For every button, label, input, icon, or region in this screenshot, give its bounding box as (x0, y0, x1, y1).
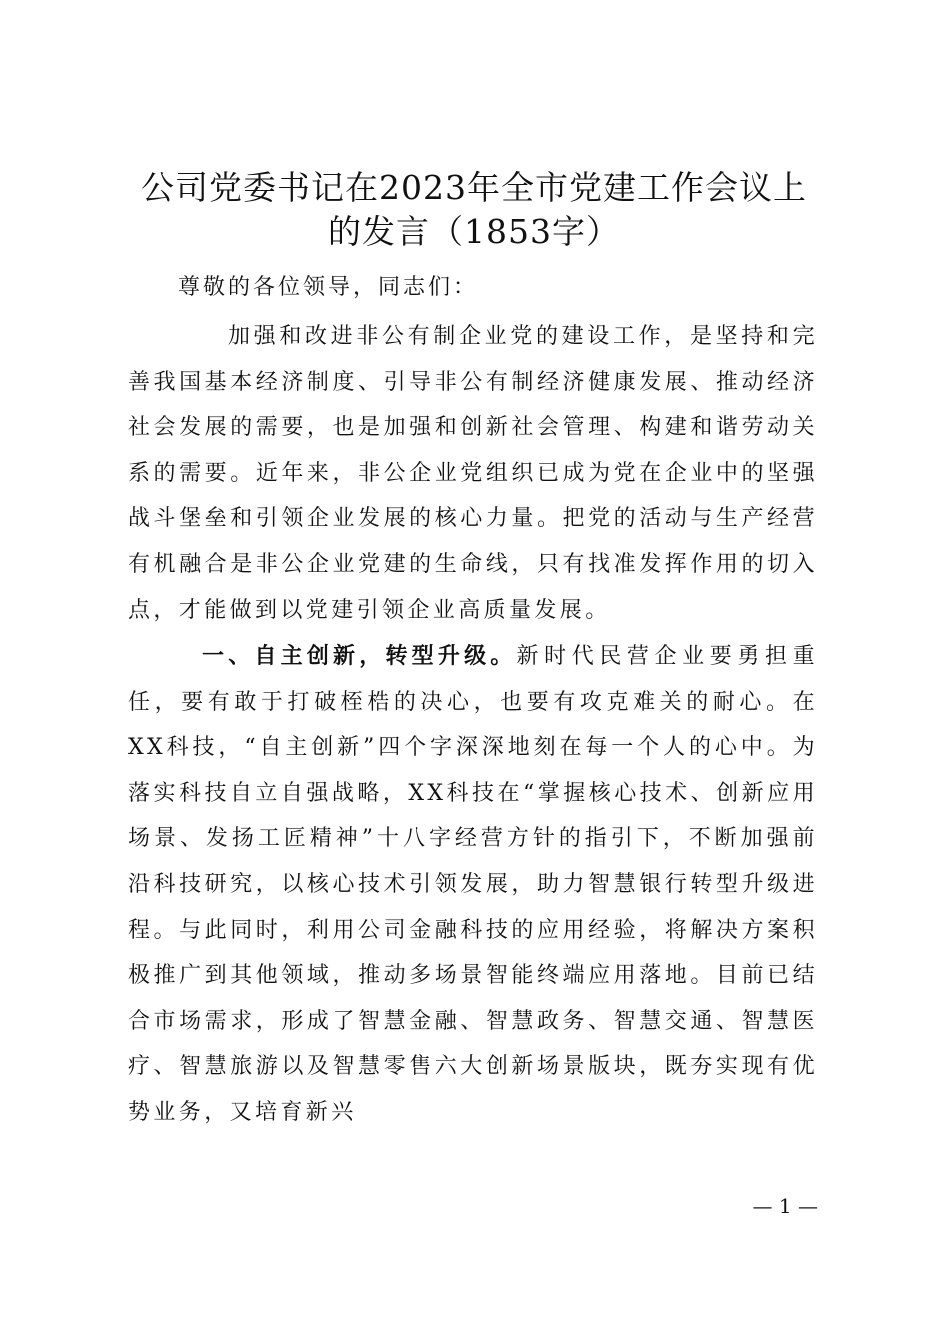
section-heading: 一、自主创新，转型升级。 (202, 644, 517, 669)
paragraph-section-one (128, 634, 818, 1136)
section-body: 新时代民营企业要勇担重任，要有敢于打破桎梏的决心，也要有攻克难关的耐心。在XX科技，“自主创新”四个字深深地刻在每一个人的心中。为落实科技自立自强战略，XX科技在“掌握核心技术、创新应用场景、发扬工匠精神”十八字经营方针的指引下，不断加强前沿科技研究，以核心技术引领发展，助力智慧银行转型升级进程。与此同时，利用公司金融科技的应用经验，将解决方案积极推广到其他领域，推动多场景智能终端应用落地。目前已结合市场需求，形成了智慧金融、智慧政务、智慧交通、智慧医疗、智慧旅游以及智慧零售六大创新场景版块，既夯实现有优势业务，又培育新兴 (128, 644, 818, 1125)
document-title: 公司党委书记在2023年全市党建工作会议上的发言（1853字） (141, 168, 807, 251)
salutation: 尊敬的各位领导，同志们： (178, 275, 479, 300)
paragraph-intro: 加强和改进非公有制企业党的建设工作，是坚持和完善我国基本经济制度、引导非公有制经济健康发展、推动经济社会发展的需要，也是加强和创新社会管理、构建和谐劳动关系的需要。近年来，非公企业党组织已成为党在企业中的坚强战斗堡垒和引领企业发展的核心力量。把党的活动与生产经营有机融合是非公企业党建的生命线，只有找准发挥作用的切入点，才能做到以党建引领企业高质量发展。 (128, 324, 818, 623)
page-number: — 1 — (752, 1194, 818, 1218)
